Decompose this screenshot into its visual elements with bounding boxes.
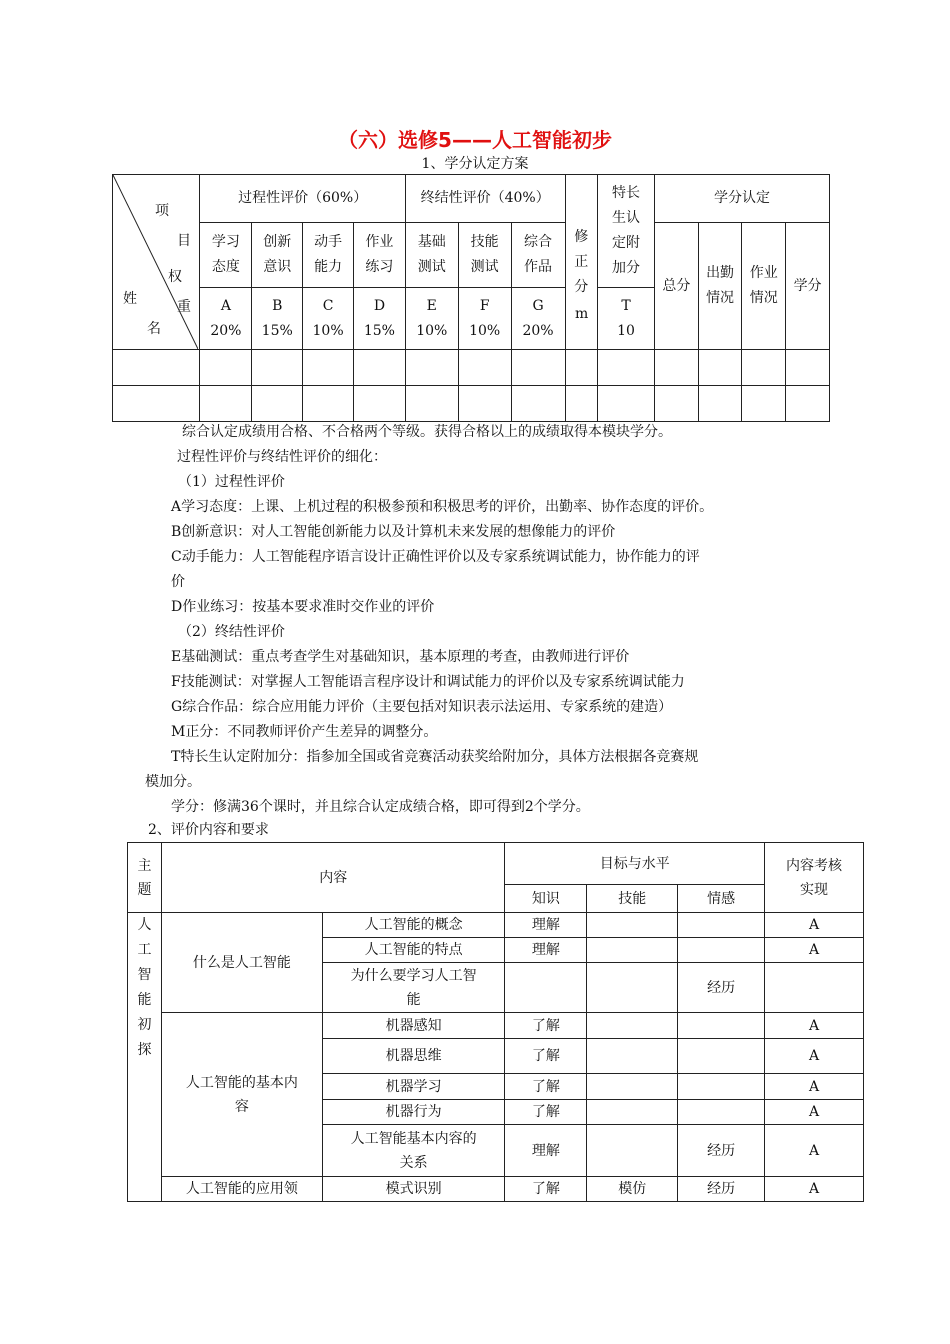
goal-header: 目标与水平 [505, 843, 765, 885]
eval-table [127, 842, 864, 1202]
table-row: 人工智能基本内容的 关系 理解 经历 A [128, 1125, 864, 1177]
paragraph: 价 [171, 574, 185, 590]
table-row: 人 工 智 能 初 探 什么是人工智能 人工智能的概念 理解 A [128, 913, 864, 938]
diag-label-quan: 权 [168, 269, 182, 285]
group-basic-content: 人工智能的基本内 容 [161, 1013, 322, 1177]
sub-header-c: 动手 能力 [303, 223, 354, 288]
credit-recognition-header: 学分认定 [654, 175, 829, 223]
paragraph: F技能测试：对掌握人工智能语言程序设计和调试能力的评价以及专家系统调试能力 [171, 674, 685, 690]
diag-label-mu: 目 [177, 233, 191, 249]
skill-header: 技能 [587, 885, 678, 913]
weight-e: E 10% [405, 288, 458, 350]
attendance-header: 出勤 情况 [698, 223, 742, 350]
paragraph: 过程性评价与终结性评价的细化： [177, 449, 387, 465]
table-row [113, 350, 830, 386]
paragraph: （1）过程性评价 [178, 474, 285, 490]
correction-header: 修 正 分 [565, 175, 598, 350]
weight-t: T 10 [598, 288, 655, 350]
paragraph: 综合认定成绩用合格、不合格两个等级。获得合格以上的成绩取得本模块学分。 [182, 424, 672, 440]
paragraph: M正分：不同教师评价产生差异的调整分。 [171, 724, 438, 740]
table-row: 机器行为 了解 A [128, 1100, 864, 1125]
table-row: 机器思维 了解 A [128, 1039, 864, 1074]
diag-label-xing: 姓 [123, 291, 137, 307]
table-row: 人工智能的基本内 容 机器感知 了解 A [128, 1013, 864, 1039]
paragraph: A学习态度：上课、上机过程的积极参预和积极思考的评价，出勤率、协作态度的评价。 [171, 499, 714, 515]
weight-g: G 20% [511, 288, 565, 350]
sub-header-d: 作业 练习 [354, 223, 406, 288]
knowledge-header: 知识 [505, 885, 587, 913]
weight-d: D 15% [354, 288, 406, 350]
table-row [113, 386, 830, 422]
weight-c: C 10% [303, 288, 354, 350]
table-row: 人工智能的应用领 模式识别 了解 模仿 经历 A [128, 1177, 864, 1202]
weight-a: A 20% [200, 288, 252, 350]
total-header: 总分 [654, 223, 698, 350]
diag-label-zhong: 重 [177, 299, 191, 315]
summative-eval-header: 终结性评价（40%） [405, 175, 565, 223]
table-row: 为什么要学习人工智 能 经历 [128, 963, 864, 1013]
weight-b: B 15% [252, 288, 303, 350]
group-application: 人工智能的应用领 [161, 1177, 322, 1202]
weight-f: F 10% [458, 288, 511, 350]
sub-header-a: 学习 态度 [200, 223, 252, 288]
special-bonus-header: 特长 生认 定附 加分 [598, 175, 655, 288]
topic-cell: 人 工 智 能 初 探 [128, 913, 162, 1202]
diagonal-header-cell [113, 175, 200, 350]
paragraph: E基础测试：重点考查学生对基础知识，基本原理的考查，由教师进行评价 [171, 649, 630, 665]
homework-header: 作业 情况 [742, 223, 786, 350]
section2-heading: 2、评价内容和要求 [148, 822, 269, 838]
paragraph: 学分：修满36个课时，并且综合认定成绩合格，即可得到2个学分。 [171, 799, 590, 815]
emotion-header: 情感 [678, 885, 765, 913]
section1-heading: 1、学分认定方案 [421, 156, 529, 172]
credit-header: 学分 [786, 223, 830, 350]
m-label: m [575, 306, 589, 322]
paragraph: G综合作品：综合应用能力评价（主要包括对知识表示法运用、专家系统的建造） [171, 699, 673, 715]
sub-header-f: 技能 测试 [458, 223, 511, 288]
assess-header: 内容考核 实现 [765, 843, 864, 913]
sub-header-b: 创新 意识 [252, 223, 303, 288]
process-eval-header: 过程性评价（60%） [200, 175, 405, 223]
topic-header: 主 题 [128, 843, 162, 913]
paragraph: 模加分。 [145, 774, 201, 790]
paragraph: B创新意识：对人工智能创新能力以及计算机未来发展的想像能力的评价 [171, 524, 616, 540]
group-what-is-ai: 什么是人工智能 [161, 913, 322, 1013]
paragraph: （2）终结性评价 [178, 624, 285, 640]
table-row: 人工智能的特点 理解 A [128, 938, 864, 963]
page-title: （六）选修5——人工智能初步 [338, 128, 612, 152]
credit-table [112, 174, 830, 422]
diag-label-xiang: 项 [155, 203, 169, 219]
paragraph: T特长生认定附加分：指参加全国或省竞赛活动获奖给附加分，具体方法根据各竞赛规 [171, 749, 699, 765]
sub-header-e: 基础 测试 [405, 223, 458, 288]
paragraph: C动手能力：人工智能程序语言设计正确性评价以及专家系统调试能力，协作能力的评 [171, 549, 700, 565]
sub-header-g: 综合 作品 [511, 223, 565, 288]
content-header: 内容 [161, 843, 504, 913]
diag-label-ming: 名 [147, 321, 161, 337]
paragraph: D作业练习：按基本要求准时交作业的评价 [171, 599, 435, 615]
table-row: 机器学习 了解 A [128, 1074, 864, 1100]
